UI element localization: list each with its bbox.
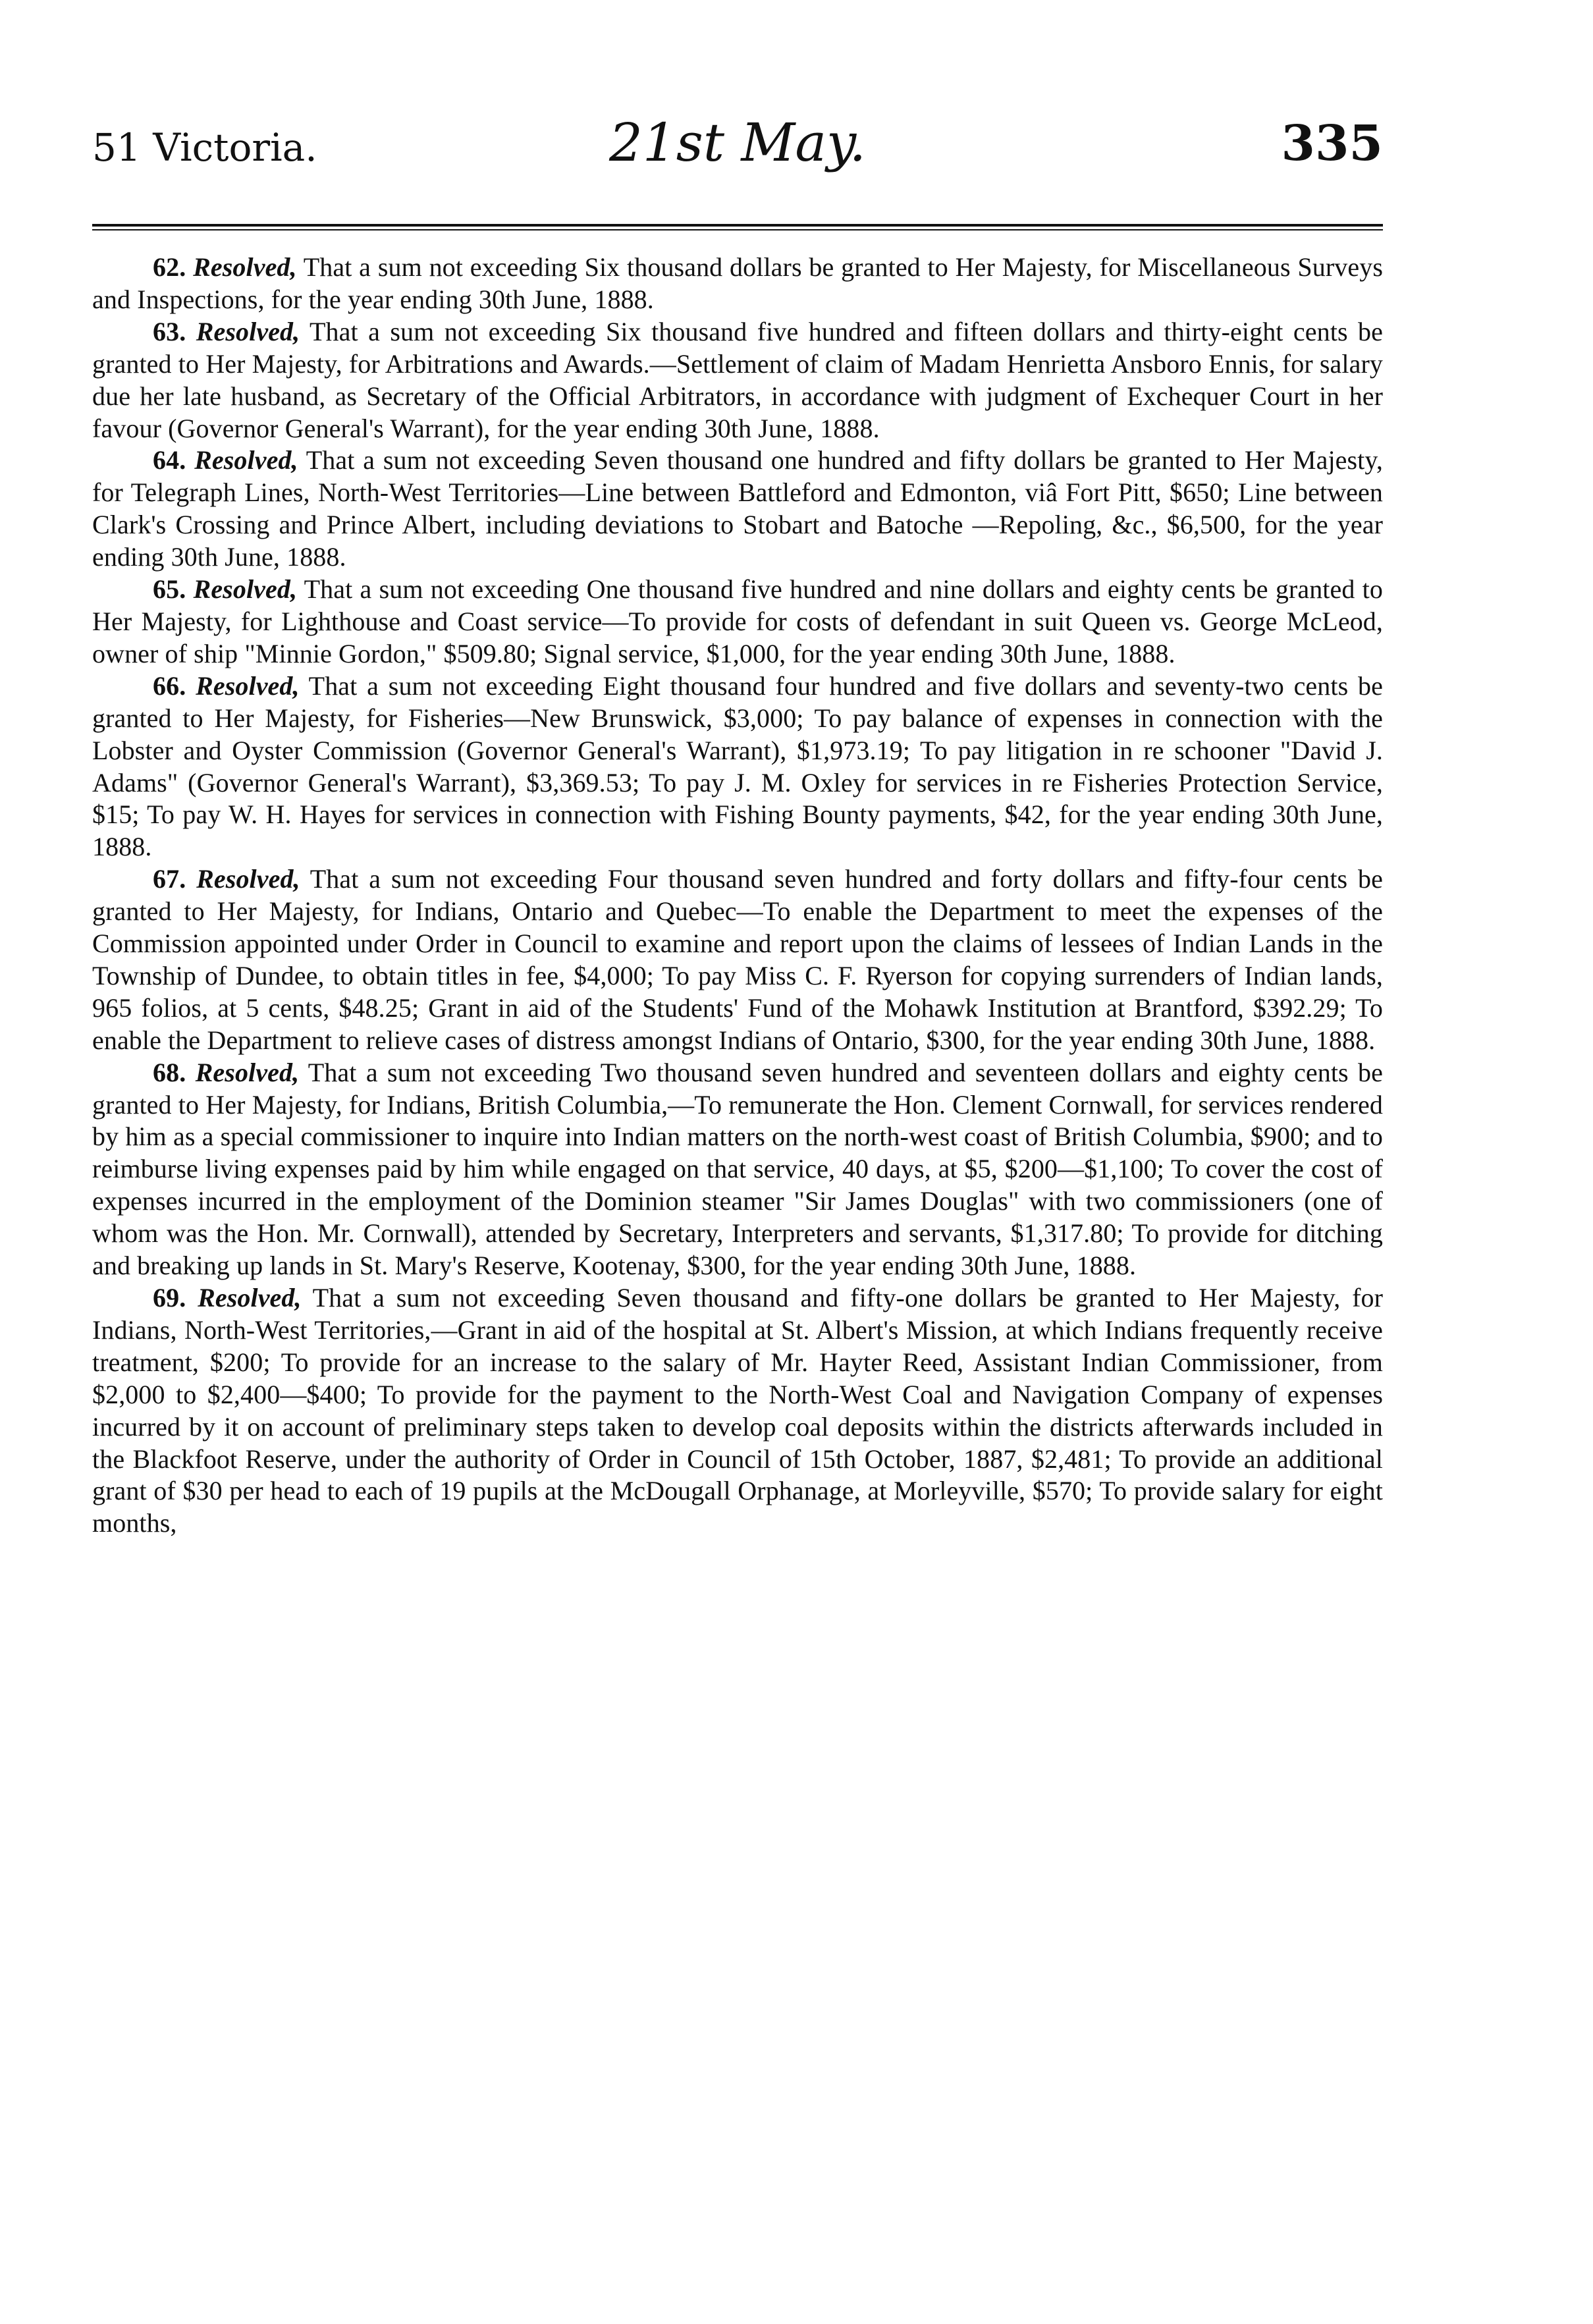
resolution-64 — [92, 445, 1383, 574]
header-rule — [92, 224, 1383, 230]
resolution-text: That a sum not exceeding Six thousand five hundred and fifteen dollars and thirty-eight cents be granted to Her Majesty, for Arbitrations and Awards.—Settlement of claim of Madam Henrietta Ansboro Ennis, for salary due her late husband, as Secretary of the Official Arbitrators, in accordance with judgment of Exchequer Court in her favour (Governor General's Warrant), for the year ending 30th June, 1888. — [92, 316, 1383, 443]
page-number: 335 — [1281, 115, 1383, 172]
resolution-text: That a sum not exceeding Seven thousand and fifty-one dollars be granted to Her Majesty, for Indians, North-West Territories,—Grant in aid of the hospital at St. Albert's Mission, at which Indians frequently receive treatment, $200; To provide for an increase to the salary of Mr. Hayter Reed, Assistant Indian Commissioner, from $2,000 to $2,400—$400; To provide for the payment to the North-West Coal and Navigation Company of expenses incurred by it on account of preliminary steps taken to develop coal deposits within the districts afterwards included in the Blackfoot Reserve, under the authority of Order in Council of 15th October, 1887, $2,481; To provide an additional grant of $30 per head to each of 19 pupils at the McDougall Orphanage, at Morleyville, $570; To provide salary for eight months, — [92, 1283, 1384, 1538]
resolution-text: That a sum not exceeding Six thousand dollars be granted to Her Majesty, for Miscellaneous Surveys and Inspections, for the year ending 30th June, 1888. — [92, 252, 1384, 314]
resolution-text: That a sum not exceeding One thousand five hundred and nine dollars and eighty cents be granted to Her Majesty, for Lighthouse and Coast service—To provide for costs of defendant in suit Queen vs. George McLeod, owner of ship "Minnie Gordon," $509.80; Signal service, $1,000, for the year ending 30th June, 1888. — [92, 574, 1383, 668]
resolution-number: 64. — [153, 445, 186, 475]
resolution-number: 67. — [153, 864, 186, 894]
resolution-number: 65. — [153, 574, 186, 605]
page — [92, 99, 1383, 2292]
resolved-label: Resolved, — [193, 574, 298, 605]
resolutions-body — [92, 252, 1383, 1540]
resolved-label: Resolved, — [196, 316, 300, 346]
resolved-label: Resolved, — [196, 670, 300, 701]
resolution-text: That a sum not exceeding Eight thousand four hundred and five dollars and seventy-two cents be granted to Her Majesty, for Fisheries—New Brunswick, $3,000; To pay balance of expenses in connection with the Lobster and Oyster Commission (Governor General's Warrant), $1,973.19; To pay litigation in re schooner "David J. Adams" (Governor General's Warrant), $3,369.53; To pay J. M. Oxley for services in re Fisheries Protection Service, $15; To pay W. H. Hayes for services in connection with Fishing Bounty payments, $42, for the year ending 30th June, 1888. — [92, 670, 1383, 862]
header-regnal-year: 51 Victoria. — [92, 125, 317, 170]
resolution-68 — [92, 1057, 1383, 1282]
resolution-text: That a sum not exceeding Four thousand seven hundred and forty dollars and fifty-four cents be granted to Her Majesty, for Indians, Ontario and Quebec—To enable the Department to meet the expenses of the Commission appointed under Order in Council to examine and report upon the claims of lessees of Indian Lands in the Township of Dundee, to obtain titles in fee, $4,000; To pay Miss C. F. Ryerson for copying surrenders of Indian lands, 965 folios, at 5 cents, $48.25; Grant in aid of the Students' Fund of the Mohawk Institution at Brantford, $392.29; To enable the Department to relieve cases of distress amongst Indians of Ontario, $300, for the year ending 30th June, 1888. — [92, 864, 1383, 1055]
running-header — [92, 99, 1383, 184]
resolution-62 — [92, 252, 1383, 316]
resolved-label: Resolved, — [198, 1283, 302, 1312]
resolution-text: That a sum not exceeding Two thousand seven hundred and seventeen dollars and eighty cents be granted to Her Majesty, for Indians, British Columbia,—To remunerate the Hon. Clement Cornwall, for services rendered by him as a special commissioner to inquire into Indian matters on the north-west coast of British Columbia, $900; and to reimburse living expenses paid by him while engaged on that service, 40 days, at $5, $200—$1,100; To cover the cost of expenses incurred in the employment of the Dominion steamer "Sir James Douglas" with two commissioners (one of whom was the Hon. Mr. Cornwall), attended by Secretary, Interpreters and servants, $1,317.80; To provide for ditching and breaking up lands in St. Mary's Reserve, Kootenay, $300, for the year ending 30th June, 1888. — [92, 1057, 1383, 1281]
resolution-number: 63. — [153, 316, 186, 346]
resolved-label: Resolved, — [196, 864, 300, 894]
resolution-number: 66. — [153, 670, 186, 701]
resolution-66 — [92, 670, 1383, 863]
resolved-label: Resolved, — [195, 1057, 300, 1087]
resolution-number: 68. — [153, 1057, 186, 1087]
resolved-label: Resolved, — [193, 252, 297, 282]
resolution-69 — [92, 1282, 1383, 1540]
header-date: 21st May. — [608, 112, 867, 173]
resolved-label: Resolved, — [194, 445, 298, 475]
resolution-67 — [92, 863, 1383, 1056]
resolution-65 — [92, 574, 1383, 670]
resolution-text: That a sum not exceeding Seven thousand one hundred and fifty dollars be granted to Her Majesty, for Telegraph Lines, North-West Territories—Line between Battleford and Edmonton, viâ Fort Pitt, $650; Line between Clark's Crossing and Prince Albert, including deviations to Stobart and Batoche —Repoling, &c., $6,500, for the year ending 30th June, 1888. — [92, 445, 1384, 572]
resolution-number: 62. — [153, 252, 186, 282]
resolution-63 — [92, 316, 1383, 445]
resolution-number: 69. — [153, 1283, 186, 1312]
